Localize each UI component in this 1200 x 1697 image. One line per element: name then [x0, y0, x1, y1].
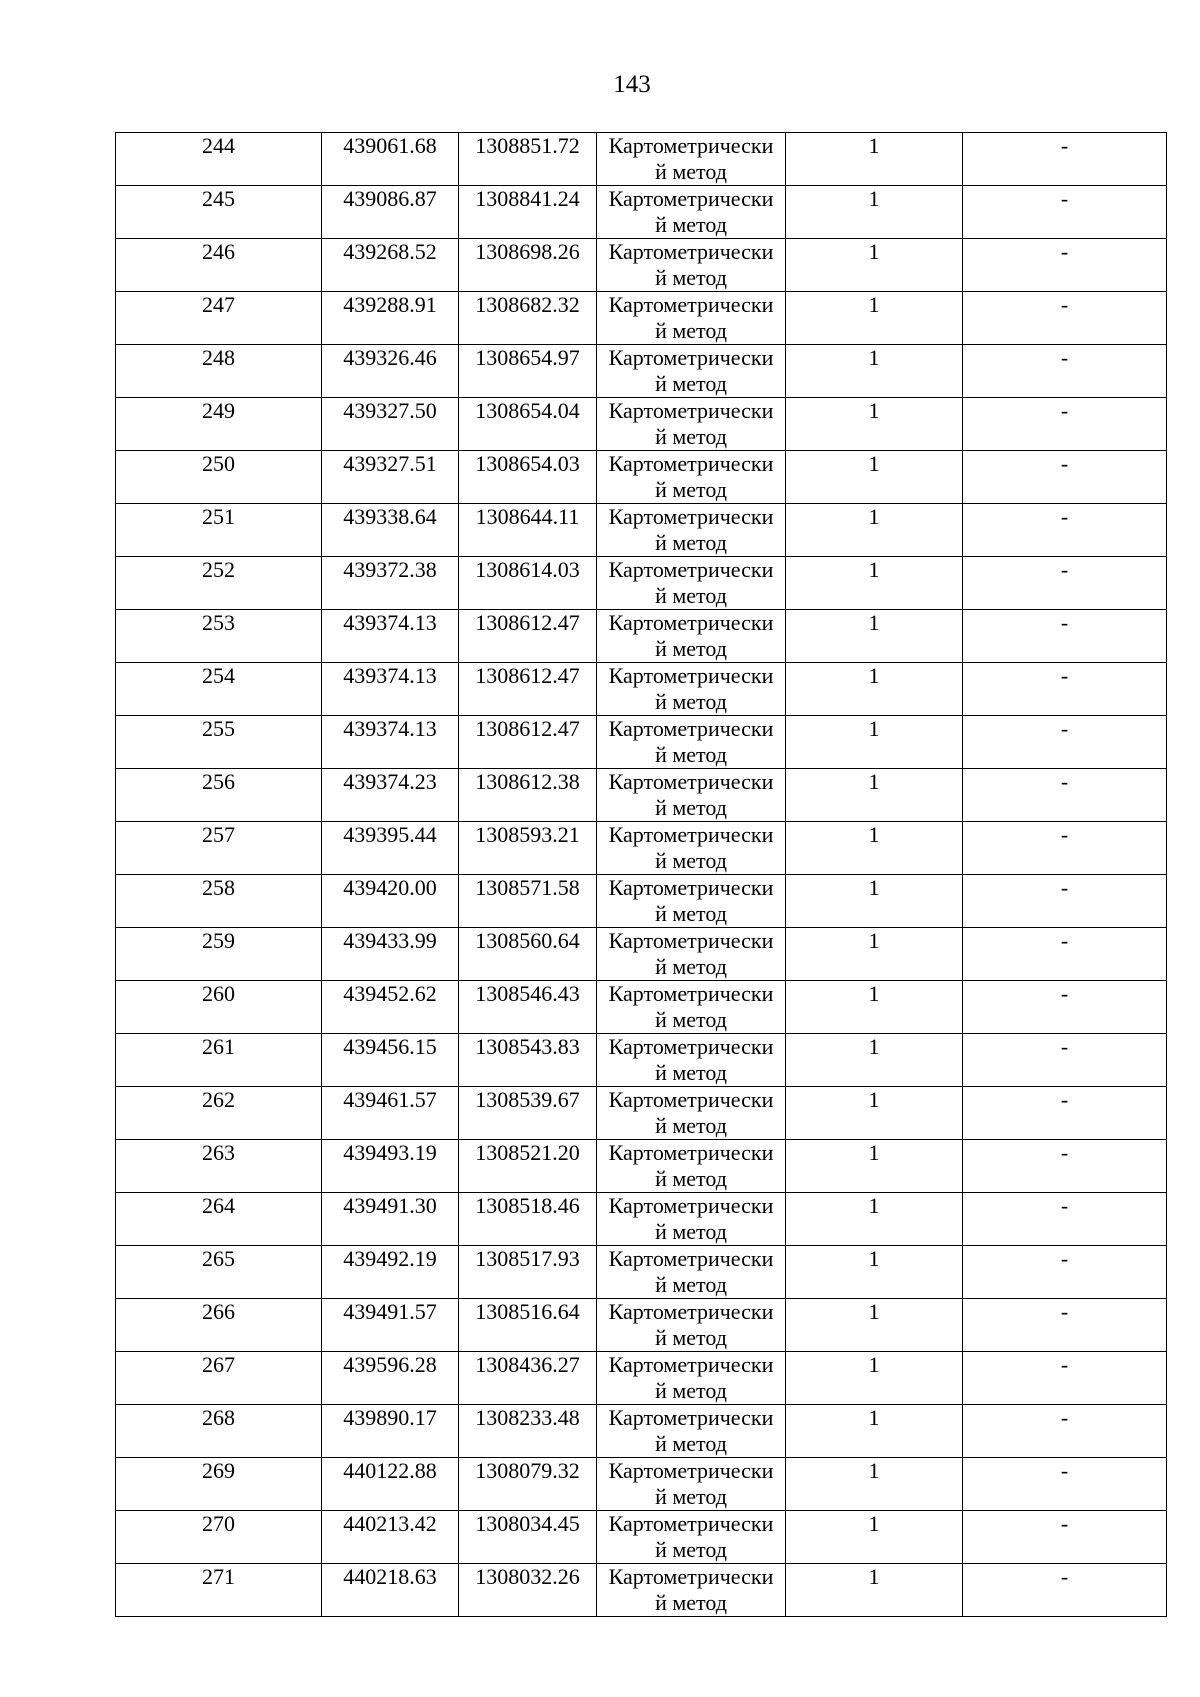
method-line-2: й метод: [655, 477, 727, 502]
point-number-cell: 248: [116, 345, 322, 398]
y-coordinate-cell: 1308233.48: [459, 1405, 597, 1458]
accuracy-cell: 1: [786, 557, 963, 610]
table-row: [116, 875, 1167, 928]
method-line-1: Картометрически: [608, 1034, 774, 1059]
method-line-2: й метод: [655, 689, 727, 714]
table-row: [116, 557, 1167, 610]
point-number-cell: 265: [116, 1246, 322, 1299]
point-number-cell: 262: [116, 1087, 322, 1140]
method-cell: [597, 822, 786, 875]
table-row: [116, 292, 1167, 345]
method-cell: [597, 292, 786, 345]
description-cell: -: [963, 1193, 1167, 1246]
y-coordinate-cell: 1308593.21: [459, 822, 597, 875]
method-line-2: й метод: [655, 1272, 727, 1297]
method-line-1: Картометрически: [608, 133, 774, 158]
y-coordinate-cell: 1308516.64: [459, 1299, 597, 1352]
method-line-2: й метод: [655, 318, 727, 343]
method-cell: [597, 557, 786, 610]
point-number-cell: 249: [116, 398, 322, 451]
method-line-1: Картометрически: [608, 239, 774, 264]
y-coordinate-cell: 1308698.26: [459, 239, 597, 292]
table-row: [116, 610, 1167, 663]
table-row: [116, 928, 1167, 981]
description-cell: -: [963, 1458, 1167, 1511]
description-cell: -: [963, 663, 1167, 716]
x-coordinate-cell: 439374.13: [322, 610, 459, 663]
accuracy-cell: 1: [786, 1352, 963, 1405]
point-number-cell: 245: [116, 186, 322, 239]
y-coordinate-cell: 1308436.27: [459, 1352, 597, 1405]
description-cell: -: [963, 875, 1167, 928]
accuracy-cell: 1: [786, 292, 963, 345]
method-line-1: Картометрически: [608, 1405, 774, 1430]
y-coordinate-cell: 1308612.47: [459, 610, 597, 663]
table-row: [116, 133, 1167, 186]
method-line-2: й метод: [655, 1431, 727, 1456]
x-coordinate-cell: 439374.13: [322, 716, 459, 769]
method-line-2: й метод: [655, 530, 727, 555]
description-cell: -: [963, 610, 1167, 663]
x-coordinate-cell: 439061.68: [322, 133, 459, 186]
y-coordinate-cell: 1308841.24: [459, 186, 597, 239]
y-coordinate-cell: 1308654.97: [459, 345, 597, 398]
method-cell: [597, 133, 786, 186]
y-coordinate-cell: 1308546.43: [459, 981, 597, 1034]
point-number-cell: 255: [116, 716, 322, 769]
description-cell: -: [963, 928, 1167, 981]
x-coordinate-cell: 439492.19: [322, 1246, 459, 1299]
x-coordinate-cell: 439326.46: [322, 345, 459, 398]
description-cell: -: [963, 822, 1167, 875]
method-cell: [597, 451, 786, 504]
table-row: [116, 1034, 1167, 1087]
method-line-2: й метод: [655, 1590, 727, 1615]
table-row: [116, 1299, 1167, 1352]
description-cell: -: [963, 345, 1167, 398]
method-cell: [597, 1034, 786, 1087]
method-line-2: й метод: [655, 265, 727, 290]
description-cell: -: [963, 1564, 1167, 1617]
y-coordinate-cell: 1308517.93: [459, 1246, 597, 1299]
method-line-1: Картометрически: [608, 557, 774, 582]
point-number-cell: 246: [116, 239, 322, 292]
method-line-2: й метод: [655, 583, 727, 608]
accuracy-cell: 1: [786, 345, 963, 398]
accuracy-cell: 1: [786, 1034, 963, 1087]
description-cell: -: [963, 1352, 1167, 1405]
table-row: [116, 1246, 1167, 1299]
point-number-cell: 271: [116, 1564, 322, 1617]
method-cell: [597, 504, 786, 557]
method-line-1: Картометрически: [608, 1140, 774, 1165]
table-row: [116, 504, 1167, 557]
y-coordinate-cell: 1308654.03: [459, 451, 597, 504]
description-cell: -: [963, 716, 1167, 769]
point-number-cell: 268: [116, 1405, 322, 1458]
y-coordinate-cell: 1308851.72: [459, 133, 597, 186]
x-coordinate-cell: 439372.38: [322, 557, 459, 610]
method-cell: [597, 1140, 786, 1193]
accuracy-cell: 1: [786, 1193, 963, 1246]
method-cell: [597, 186, 786, 239]
description-cell: -: [963, 557, 1167, 610]
table-row: [116, 1511, 1167, 1564]
table-row: [116, 186, 1167, 239]
accuracy-cell: 1: [786, 610, 963, 663]
description-cell: -: [963, 1140, 1167, 1193]
x-coordinate-cell: 439288.91: [322, 292, 459, 345]
x-coordinate-cell: 439327.50: [322, 398, 459, 451]
point-number-cell: 267: [116, 1352, 322, 1405]
method-line-2: й метод: [655, 1378, 727, 1403]
description-cell: -: [963, 1246, 1167, 1299]
method-cell: [597, 1193, 786, 1246]
description-cell: -: [963, 133, 1167, 186]
accuracy-cell: 1: [786, 1511, 963, 1564]
method-line-2: й метод: [655, 954, 727, 979]
x-coordinate-cell: 439461.57: [322, 1087, 459, 1140]
description-cell: -: [963, 398, 1167, 451]
accuracy-cell: 1: [786, 1405, 963, 1458]
method-line-2: й метод: [655, 1060, 727, 1085]
description-cell: -: [963, 1087, 1167, 1140]
table-row: [116, 1140, 1167, 1193]
y-coordinate-cell: 1308521.20: [459, 1140, 597, 1193]
description-cell: -: [963, 1034, 1167, 1087]
method-line-2: й метод: [655, 371, 727, 396]
x-coordinate-cell: 439395.44: [322, 822, 459, 875]
accuracy-cell: 1: [786, 1299, 963, 1352]
y-coordinate-cell: 1308612.38: [459, 769, 597, 822]
method-line-1: Картометрически: [608, 1299, 774, 1324]
description-cell: -: [963, 239, 1167, 292]
accuracy-cell: 1: [786, 398, 963, 451]
accuracy-cell: 1: [786, 239, 963, 292]
description-cell: -: [963, 981, 1167, 1034]
x-coordinate-cell: 440218.63: [322, 1564, 459, 1617]
x-coordinate-cell: 439327.51: [322, 451, 459, 504]
method-line-1: Картометрически: [608, 1564, 774, 1589]
description-cell: -: [963, 292, 1167, 345]
table-row: [116, 1564, 1167, 1617]
page-number: 143: [613, 71, 651, 98]
method-line-2: й метод: [655, 1166, 727, 1191]
x-coordinate-cell: 439433.99: [322, 928, 459, 981]
table-row: [116, 1352, 1167, 1405]
x-coordinate-cell: 439890.17: [322, 1405, 459, 1458]
x-coordinate-cell: 440213.42: [322, 1511, 459, 1564]
accuracy-cell: 1: [786, 1564, 963, 1617]
x-coordinate-cell: 439374.23: [322, 769, 459, 822]
accuracy-cell: 1: [786, 981, 963, 1034]
method-line-1: Картометрически: [608, 451, 774, 476]
accuracy-cell: 1: [786, 1087, 963, 1140]
y-coordinate-cell: 1308644.11: [459, 504, 597, 557]
x-coordinate-cell: 440122.88: [322, 1458, 459, 1511]
description-cell: -: [963, 451, 1167, 504]
method-cell: [597, 769, 786, 822]
y-coordinate-cell: 1308571.58: [459, 875, 597, 928]
table-row: [116, 1458, 1167, 1511]
method-line-2: й метод: [655, 1219, 727, 1244]
y-coordinate-cell: 1308518.46: [459, 1193, 597, 1246]
method-line-2: й метод: [655, 1484, 727, 1509]
accuracy-cell: 1: [786, 504, 963, 557]
point-number-cell: 259: [116, 928, 322, 981]
y-coordinate-cell: 1308560.64: [459, 928, 597, 981]
method-line-1: Картометрически: [608, 875, 774, 900]
method-cell: [597, 1511, 786, 1564]
method-cell: [597, 1087, 786, 1140]
method-line-1: Картометрически: [608, 1193, 774, 1218]
point-number-cell: 269: [116, 1458, 322, 1511]
x-coordinate-cell: 439491.57: [322, 1299, 459, 1352]
method-cell: [597, 1564, 786, 1617]
accuracy-cell: 1: [786, 769, 963, 822]
y-coordinate-cell: 1308034.45: [459, 1511, 597, 1564]
point-number-cell: 264: [116, 1193, 322, 1246]
method-line-1: Картометрически: [608, 716, 774, 741]
method-line-2: й метод: [655, 1007, 727, 1032]
table-row: [116, 981, 1167, 1034]
accuracy-cell: 1: [786, 928, 963, 981]
point-number-cell: 258: [116, 875, 322, 928]
x-coordinate-cell: 439086.87: [322, 186, 459, 239]
method-line-2: й метод: [655, 742, 727, 767]
method-line-1: Картометрически: [608, 928, 774, 953]
method-cell: [597, 610, 786, 663]
description-cell: -: [963, 1299, 1167, 1352]
method-line-1: Картометрически: [608, 504, 774, 529]
x-coordinate-cell: 439374.13: [322, 663, 459, 716]
point-number-cell: 263: [116, 1140, 322, 1193]
method-line-2: й метод: [655, 901, 727, 926]
y-coordinate-cell: 1308654.04: [459, 398, 597, 451]
method-cell: [597, 239, 786, 292]
method-cell: [597, 928, 786, 981]
accuracy-cell: 1: [786, 1458, 963, 1511]
point-number-cell: 252: [116, 557, 322, 610]
method-line-1: Картометрически: [608, 186, 774, 211]
table-row: [116, 769, 1167, 822]
method-line-2: й метод: [655, 1537, 727, 1562]
method-line-1: Картометрически: [608, 1352, 774, 1377]
accuracy-cell: 1: [786, 1246, 963, 1299]
x-coordinate-cell: 439452.62: [322, 981, 459, 1034]
method-cell: [597, 398, 786, 451]
method-cell: [597, 716, 786, 769]
x-coordinate-cell: 439491.30: [322, 1193, 459, 1246]
x-coordinate-cell: 439268.52: [322, 239, 459, 292]
y-coordinate-cell: 1308614.03: [459, 557, 597, 610]
coordinates-table-body: [116, 133, 1167, 1617]
x-coordinate-cell: 439596.28: [322, 1352, 459, 1405]
method-line-1: Картометрически: [608, 769, 774, 794]
table-row: [116, 1193, 1167, 1246]
accuracy-cell: 1: [786, 822, 963, 875]
x-coordinate-cell: 439338.64: [322, 504, 459, 557]
method-cell: [597, 1299, 786, 1352]
method-line-2: й метод: [655, 424, 727, 449]
x-coordinate-cell: 439493.19: [322, 1140, 459, 1193]
accuracy-cell: 1: [786, 716, 963, 769]
description-cell: -: [963, 1405, 1167, 1458]
y-coordinate-cell: 1308032.26: [459, 1564, 597, 1617]
method-line-1: Картометрически: [608, 981, 774, 1006]
method-cell: [597, 1458, 786, 1511]
method-line-2: й метод: [655, 212, 727, 237]
accuracy-cell: 1: [786, 1140, 963, 1193]
table-row: [116, 239, 1167, 292]
accuracy-cell: 1: [786, 451, 963, 504]
accuracy-cell: 1: [786, 186, 963, 239]
table-row: [116, 1405, 1167, 1458]
y-coordinate-cell: 1308612.47: [459, 663, 597, 716]
point-number-cell: 251: [116, 504, 322, 557]
description-cell: -: [963, 504, 1167, 557]
method-line-2: й метод: [655, 1325, 727, 1350]
method-cell: [597, 875, 786, 928]
method-line-1: Картометрически: [608, 610, 774, 635]
table-row: [116, 1087, 1167, 1140]
method-line-1: Картометрически: [608, 1246, 774, 1271]
point-number-cell: 247: [116, 292, 322, 345]
x-coordinate-cell: 439456.15: [322, 1034, 459, 1087]
method-line-1: Картометрически: [608, 1511, 774, 1536]
point-number-cell: 257: [116, 822, 322, 875]
point-number-cell: 253: [116, 610, 322, 663]
method-line-1: Картометрически: [608, 1458, 774, 1483]
accuracy-cell: 1: [786, 663, 963, 716]
method-line-1: Картометрически: [608, 1087, 774, 1112]
description-cell: -: [963, 186, 1167, 239]
table-row: [116, 663, 1167, 716]
point-number-cell: 254: [116, 663, 322, 716]
method-line-1: Картометрически: [608, 398, 774, 423]
point-number-cell: 260: [116, 981, 322, 1034]
point-number-cell: 270: [116, 1511, 322, 1564]
method-line-1: Картометрически: [608, 663, 774, 688]
method-line-1: Картометрически: [608, 292, 774, 317]
x-coordinate-cell: 439420.00: [322, 875, 459, 928]
method-cell: [597, 981, 786, 1034]
description-cell: -: [963, 1511, 1167, 1564]
y-coordinate-cell: 1308612.47: [459, 716, 597, 769]
method-cell: [597, 1352, 786, 1405]
table-row: [116, 398, 1167, 451]
point-number-cell: 256: [116, 769, 322, 822]
accuracy-cell: 1: [786, 133, 963, 186]
accuracy-cell: 1: [786, 875, 963, 928]
method-line-1: Картометрически: [608, 345, 774, 370]
point-number-cell: 244: [116, 133, 322, 186]
table-row: [116, 451, 1167, 504]
method-line-2: й метод: [655, 848, 727, 873]
method-cell: [597, 1405, 786, 1458]
table-row: [116, 345, 1167, 398]
table-row: [116, 822, 1167, 875]
method-line-2: й метод: [655, 159, 727, 184]
method-line-2: й метод: [655, 795, 727, 820]
y-coordinate-cell: 1308682.32: [459, 292, 597, 345]
description-cell: -: [963, 769, 1167, 822]
method-line-2: й метод: [655, 636, 727, 661]
method-line-2: й метод: [655, 1113, 727, 1138]
method-cell: [597, 1246, 786, 1299]
method-cell: [597, 345, 786, 398]
coordinates-table: [115, 132, 1167, 1617]
method-line-1: Картометрически: [608, 822, 774, 847]
y-coordinate-cell: 1308079.32: [459, 1458, 597, 1511]
table-row: [116, 716, 1167, 769]
point-number-cell: 266: [116, 1299, 322, 1352]
y-coordinate-cell: 1308539.67: [459, 1087, 597, 1140]
y-coordinate-cell: 1308543.83: [459, 1034, 597, 1087]
point-number-cell: 261: [116, 1034, 322, 1087]
method-cell: [597, 663, 786, 716]
point-number-cell: 250: [116, 451, 322, 504]
